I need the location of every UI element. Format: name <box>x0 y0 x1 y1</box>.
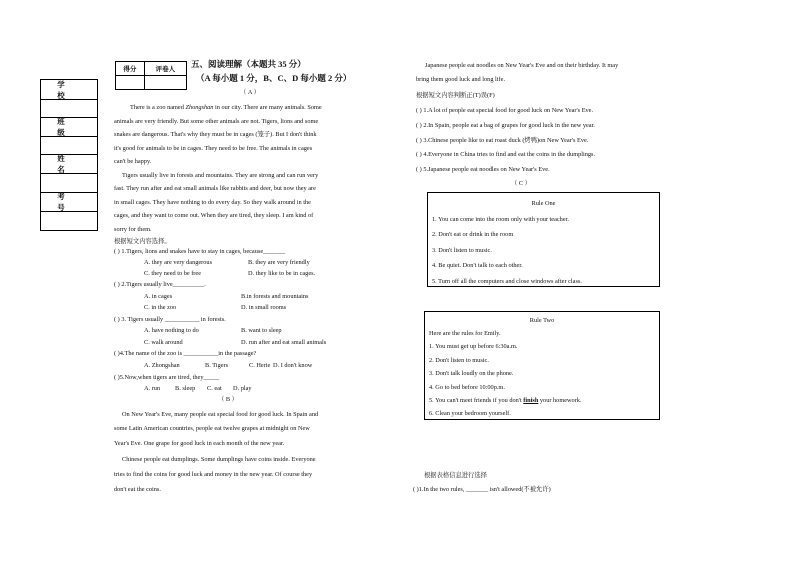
passage-a-line-5: can't be happy. <box>114 158 152 165</box>
tf-statement-4[interactable]: ( ) 4.Everyone in China tries to find and eat the coins in the dumplings. <box>416 151 596 158</box>
rule-two-item-2: 2. Don't listen to music. <box>429 356 489 364</box>
rule-two-item-4: 4. Go to bed before 10:00p.m. <box>429 383 505 391</box>
qa3-option-b[interactable]: B. want to sleep <box>241 327 282 334</box>
passage-a-line-1: There is a zoo named Zhongshan in our city. There are many animals. Some <box>130 104 322 111</box>
passage-b-line-4: Chinese people eat dumplings. Some dumplings have coins inside. Everyone <box>122 456 316 463</box>
passage-b-line-2: some Latin American countries, people eat twelve grapes at midnight on New <box>114 425 310 432</box>
qa3-option-a[interactable]: A. have nothing to do <box>144 327 199 334</box>
info-number: 考 号 <box>41 192 97 212</box>
passage-b-line-5: tries to find the coins for good luck and money in the new year. Of course they <box>114 471 313 478</box>
rule-one-item-5: 5. Turn off all the computers and close windows after class. <box>432 277 582 285</box>
rule-two-title: Rule Two <box>529 317 555 324</box>
rule-two-item-5-bold: finish <box>523 397 539 405</box>
passage-b-line-3: Year's Eve. One grape for good luck in each month of the new year. <box>114 440 285 447</box>
rule-two-item-5-tail: your homework. <box>538 397 582 405</box>
passage-b-label: （ B ） <box>218 396 238 403</box>
rule-one-item-2: 2. Don't eat or drink in the room <box>432 231 514 238</box>
rule-two-item-5 <box>425 394 659 407</box>
rule-two-intro: Here are the rules for Emily. <box>429 330 501 337</box>
qa4-option-b[interactable]: B. Tigers <box>205 362 229 369</box>
passage-a-line-3: snakes are dangerous. That's why they must be in cages (笼子). But I don't think <box>114 131 317 138</box>
info-class: 班 级 <box>41 117 97 137</box>
rule-one-item-3: 3. Don't listen to music. <box>432 246 492 254</box>
rule-two-item-3: 3. Don't talk loudly on the phone. <box>429 370 514 378</box>
qa5-option-b[interactable]: B. sleep <box>175 385 196 392</box>
qa1-stem: ( ) 1.Tigers, lions and snakes have to stay in cages, because_______ <box>114 248 286 255</box>
qa5-option-c[interactable]: C. eat <box>207 385 222 392</box>
passage-c-label: （ C ） <box>511 180 531 187</box>
section-subtitle: （A 每小题 1 分，B、C、D 每小题 2 分） <box>196 73 352 83</box>
score-header: 得分 <box>116 62 145 76</box>
tf-statement-1[interactable]: ( ) 1.A lot of people eat special food for good luck on New Year's Eve. <box>416 107 594 114</box>
qa4-option-a[interactable]: A. Zhongshan <box>144 362 180 369</box>
rule-one-title: Rule One <box>531 200 556 207</box>
passage-a-line-6: Tigers usually live in forests and mountains. They are strong and can run very <box>122 172 319 179</box>
passage-b-line-7: Japanese people eat noodles on New Year's Eve and on their birthday. It may <box>425 62 619 69</box>
passage-a-line-9: cages, and they want to come out. When they are tired, they sleep. I am kind of <box>114 212 314 219</box>
passage-a-label: （ A ） <box>240 89 260 96</box>
qa1-option-a[interactable]: A. they are very dangerous <box>144 259 213 266</box>
rule-two-item-5-head: 5. You can't meet friends if you don't <box>429 397 524 405</box>
qa4-stem: ( )4.The name of the zoo is ___________in the passage? <box>114 350 257 357</box>
info-school: 学 校 <box>41 80 97 100</box>
passage-b-line-8: bring them good luck and long life. <box>416 76 506 83</box>
passage-a-line-4: it's good for animals to be in cages. They need to be free. The animals in cages <box>114 145 313 152</box>
passage-b-line-1: On New Year's Eve, many people eat special food for good luck. In Spain and <box>122 411 319 418</box>
info-name: 姓 名 <box>41 154 97 174</box>
grader-header: 评卷人 <box>144 62 186 76</box>
qa3-option-d[interactable]: D. run after and eat small animals <box>241 339 327 346</box>
qa5-stem: ( )5.Now,when tigers are tired, they_____ <box>114 374 220 381</box>
qa2-stem: ( ) 2.Tigers usually live__________. <box>114 281 206 288</box>
rule-two-box <box>424 311 660 420</box>
tf-statement-5[interactable]: ( ) 5.Japanese people eat noodles on New Year's Eve. <box>416 166 550 173</box>
qa2-option-c[interactable]: C. in the zoo <box>144 304 177 311</box>
passage-c-instruction: 根据表格信息进行选择 <box>424 472 487 479</box>
qa1-option-c[interactable]: C. they need to be free <box>144 270 201 277</box>
passage-a-line-8: in small cages. They have nothing to do every day. So they walk around in the <box>114 199 311 206</box>
rule-one-item-1: 1. You can come into the room only with your teacher. <box>432 215 569 223</box>
passage-a-instruction: 根据短文内容选择。 <box>114 238 171 245</box>
passage-b-line-6: don't eat the coins. <box>114 486 161 493</box>
score-cell[interactable] <box>116 76 145 90</box>
grader-cell[interactable] <box>144 76 186 90</box>
rule-one-item-4: 4. Be quiet. Don't talk to each other. <box>432 262 523 269</box>
qa3-stem: ( ) 3. Tigers usually ___________ in forests. <box>114 316 226 323</box>
score-table <box>115 61 187 90</box>
rule-two-item-1: 1. You must get up before 6:30a.m. <box>429 343 518 351</box>
tf-statement-2[interactable]: ( ) 2.In Spain, people eat a bag of grapes for good luck in the new year. <box>416 122 595 129</box>
rule-two-item-6: 6. Clean your bedroom yourself. <box>429 410 511 418</box>
qa5-option-a[interactable]: A. run <box>144 385 161 392</box>
qa2-option-d[interactable]: D. in small rooms <box>241 304 287 311</box>
passage-b-instruction: 根据短文内容判断正(T)误(F) <box>416 92 495 99</box>
qa4-option-c[interactable]: C. Herie <box>249 362 271 369</box>
student-info-box <box>40 79 98 231</box>
qc1-stem[interactable]: ( )1.In the two rules, _______ isn't allowed(不被允许) <box>413 486 551 493</box>
qa4-option-d[interactable]: D. I don't know <box>273 362 313 369</box>
qa3-option-c[interactable]: C. walk around <box>144 339 183 346</box>
qa1-option-b[interactable]: B. they are very friendly <box>248 259 310 266</box>
passage-a-line-7: fast. They run after and eat small animals like rabbits and deer, but now they are <box>114 185 316 192</box>
rule-one-box <box>427 192 660 287</box>
passage-a-line-10: sorry for them. <box>114 226 152 233</box>
qa5-option-d[interactable]: D. play <box>233 385 252 392</box>
passage-a-line-2: animals are very friendly. But some other animals are not. Tigers, lions and some <box>114 118 319 125</box>
section-title: 五、阅读理解（本题共 35 分） <box>191 59 306 69</box>
tf-statement-3[interactable]: ( ) 3.Chinese people like to eat roast duck (烤鸭)on New Year's Eve. <box>416 137 589 144</box>
qa2-option-b[interactable]: B.in forests and mountains <box>241 293 309 300</box>
qa1-option-d[interactable]: D. they like to be in cages. <box>248 270 316 277</box>
qa2-option-a[interactable]: A. in cages <box>144 293 173 300</box>
